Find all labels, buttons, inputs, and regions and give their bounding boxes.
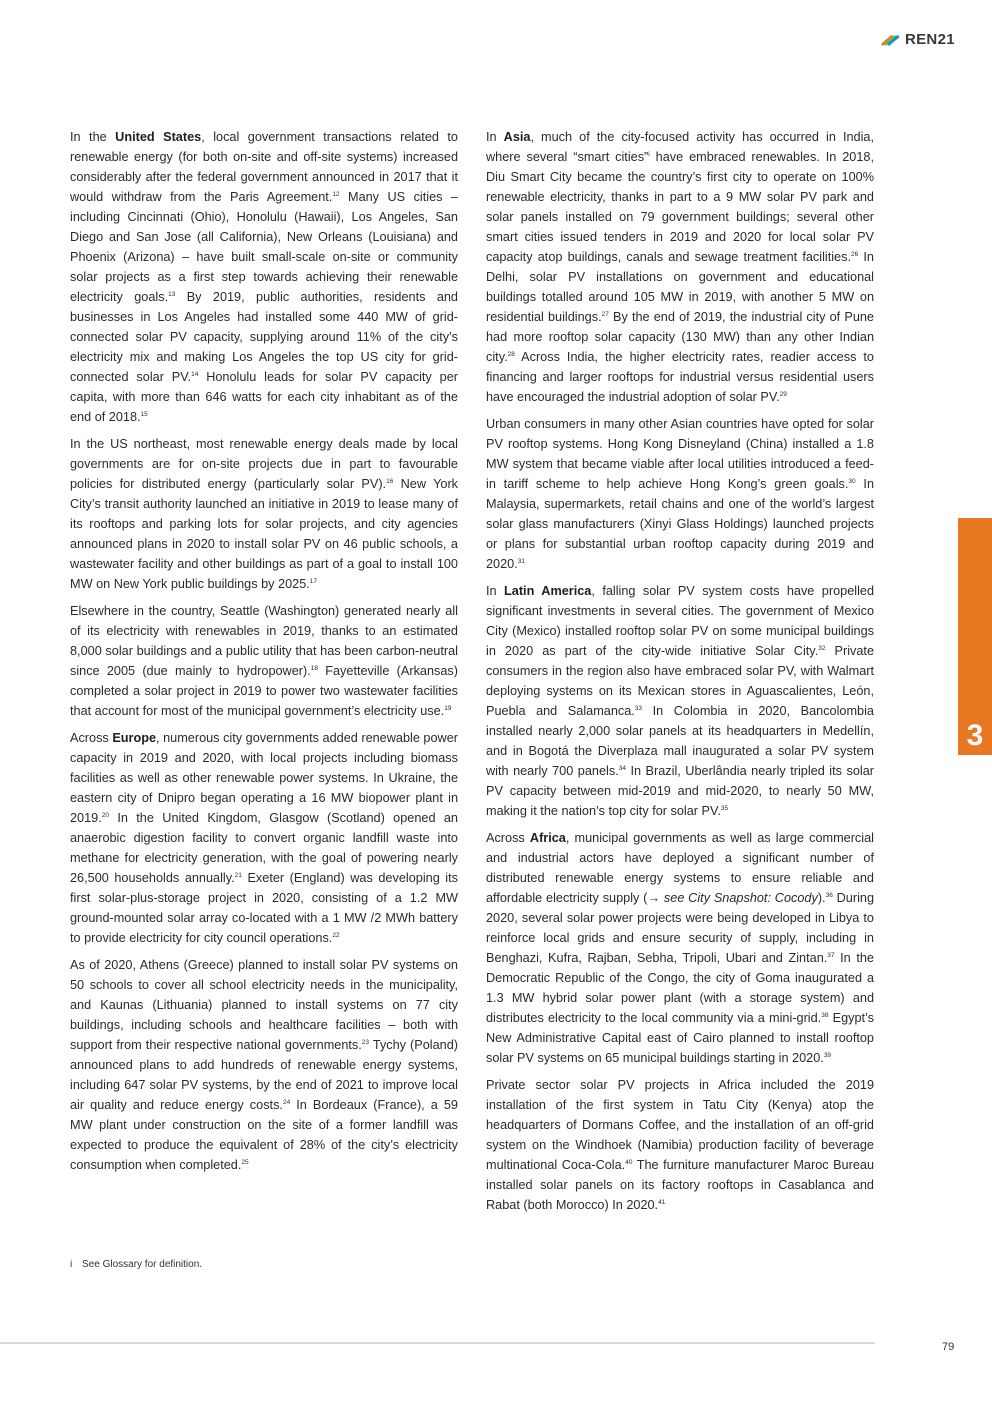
endnote-ref: 24: [282, 1099, 291, 1106]
ren21-logo: [879, 30, 955, 48]
endnote-ref: 27: [601, 311, 609, 318]
endnote-ref: 39: [823, 1052, 832, 1059]
endnote-ref: 20: [101, 812, 109, 819]
paragraph-latin-america: In Latin America, falling solar PV system costs have propelled significant investments in several cities. The government of Mexico City (Mexico) installed rooftop solar PV on some municipal buildings in 2020 as part of the city-wide initiative Solar City.$^{32}$ Private consumers in the region also have embraced solar PV, with Walmart deploying systems on its Mexican stores in Aguascalientes, León, Puebla and Salamanca.$^{33}$ In Colombia in 2020, Bancolombia installed nearly 2,000 solar panels at its headquarters in Medellín, and in Bogotá the Diverplaza mall inaugurated a solar PV system with nearly 700 panels.$^{34}$ In Brazil, Uberlândia nearly tripled its solar PV capacity between mid-2019 and mid-2020, to nearly 50 MW, making it the nation’s top city for solar PV.$^{35}$: [486, 584, 875, 818]
endnote-ref: 38: [821, 1012, 829, 1019]
cross-reference-link[interactable]: → see City Snapshot: Cocody: [647, 891, 818, 905]
paragraph-asia: In Asia, much of the city-focused activity has occurred in India, where several “smart cities”$^i$ have embraced renewables. In 2018, Diu Smart City became the country’s first city to operate on 100% renewable electricity, thanks in part to a 9 MW solar PV park and solar panels installed on 79 government buildings; several other smart cities issued tenders in 2019 and 2020 for local solar PV capacity atop buildings, canals and sewage treatment facilities.$^{26}$ In Delhi, solar PV installations on government and educational buildings totalled around 105 MW in 2019, with another 5 MW on residential buildings.$^{27}$ By the end of 2019, the industrial city of Pune had more rooftop solar capacity (130 MW) than any other Indian city.$^{28}$ Across India, the higher electricity rates, readier access to financing and larger rooftops for industrial versus residential users have encouraged the industrial adoption of solar PV.$^{29}$: [486, 130, 874, 404]
endnote-ref: 13: [168, 291, 176, 298]
endnote-ref: 28: [507, 351, 515, 358]
endnote-ref: 12: [332, 191, 340, 198]
endnote-ref: 18: [310, 665, 318, 672]
endnote-ref: 19: [444, 705, 452, 712]
endnote-ref: 16: [386, 478, 394, 485]
endnote-ref: 23: [361, 1039, 370, 1046]
endnote-ref: 14: [191, 371, 199, 378]
paragraph-private-sector-africa: Private sector solar PV projects in Africa included the 2019 installation of the first system in Tatu City (Kenya) atop the headquarters of Dormans Coffee, and the installation of an off-grid system on the Windhoek (Namibia) production facility of beverage multinational Coca-Cola.$^{40}$ The furniture manufacturer Maroc Bureau installed solar panels on its factory rooftops in Casablanca and Rabat (both Morocco) In 2020.41: [486, 1078, 875, 1212]
paragraph-athens: As of 2020, Athens (Greece) planned to install solar PV systems on 50 schools to cover all school electricity needs in the municipality, and Kaunas (Lithuania) planned to install systems on 77 city buildings, including schools and healthcare facilities – both with support from their respective national governments.$^{23}$ Tychy (Poland) announced plans to add hundreds of renewable energy systems, including 647 solar PV systems, by the end of 2021 to improve local air quality and reduce energy costs.$^{24}$ In Bordeaux (France), a 59 MW plant under construction on the site of a former landfill was expected to produce the equivalent of 28% of the city’s electricity consumption when completed.$^{25}$: [70, 958, 458, 1172]
endnote-ref: 22: [332, 932, 340, 939]
footnote-ref: i: [648, 151, 650, 158]
footer-divider: [0, 1342, 875, 1344]
right-column: [486, 127, 874, 1222]
paragraph-us-northeast: In the US northeast, most renewable energy deals made by local governments are for on-site projects due in part to favourable policies for distributed energy (particularly solar PV).$^{16}$ New York City’s transit authority launched an initiative in 2019 to lease many of its rooftops and parking lots for solar projects, and city agencies announced plans in 2020 to install solar PV on 46 public schools, a wastewater facility and other buildings as part of a goal to install 100 MW on New York public buildings by 2025.17: [70, 437, 459, 591]
endnote-ref: 29: [779, 391, 787, 398]
paragraph-europe: Across Europe, numerous city governments added renewable power capacity in 2019 and 2020, with local projects including biomass facilities as well as other renewable power systems. In Ukraine, the eastern city of Dnipro began operating a 16 MW biopower plant in 2019.20 In the United Kingdom, Glasgow (Scotland) opened an anaerobic digestion facility to convert organic landfill waste into methane for electricity generation, with the goal of powering nearly 26,500 households annually.$^{21}$ Exeter (England) was developing its first solar-plus-storage project in 2020, consisting of a 1.2 MW ground-mounted solar array co-located with a 1 MW /2 MWh battery to provide electricity for city council operations.$^{22}$: [70, 731, 458, 945]
endnote-ref: 33: [634, 705, 643, 712]
region-heading-europe: Europe: [112, 731, 157, 745]
region-heading-asia: Asia: [503, 130, 531, 144]
paragraph-asian-consumers: Urban consumers in many other Asian countries have opted for solar PV rooftop systems. Hong Kong Disneyland (China) installed a 1.8 MW system that became viable after local utilities introduced a feed-in tariff scheme to help achieve Hong Kong’s green goals.$^{30}$ In Malaysia, supermarkets, retail chains and one of the world’s largest solar glass manufacturers (Xinyi Glass Holdings) launched projects or plans for substantial urban rooftop capacity during 2019 and 2020.31: [486, 417, 874, 571]
chapter-number: 3: [966, 719, 984, 752]
chapter-side-tab[interactable]: [958, 518, 992, 755]
left-column: [70, 127, 458, 1182]
logo-text: REN21: [905, 30, 955, 48]
endnote-ref: 37: [827, 952, 835, 959]
endnote-ref: 35: [720, 805, 729, 812]
endnote-ref: 26: [850, 251, 859, 258]
endnote-ref: 25: [241, 1159, 249, 1166]
endnote-ref: 21: [234, 872, 242, 879]
endnote-ref: 34: [618, 765, 626, 772]
paragraph-united-states: In the United States, local government transactions related to renewable energy (for both on-site and off-site systems) increased considerably after the federal government announced in 2017 that it would withdraw from the Paris Agreement.$^{12}$ Many US cities – including Cincinnati (Ohio), Honolulu (Hawaii), Los Angeles, San Diego and San Jose (all California), New Orleans (Louisiana) and Phoenix (Arizona) – have built small-scale on-site or community solar projects as a first step towards achieving their renewable electricity goals.$^{13}$ By 2019, public authorities, residents and businesses in Los Angeles had installed some 440 MW of grid-connected solar PV capacity, supplying around 11% of the city’s electricity mix and making Los Angeles the top US city for grid-connected solar PV.$^{14}$ Honolulu leads for solar PV capacity per capita, with more than 646 watts for each city inhabitant as of the end of 2018.15: [70, 130, 458, 424]
region-heading-united-states: United States: [115, 130, 202, 144]
endnote-ref: 40: [625, 1159, 633, 1166]
endnote-ref: 17: [309, 578, 318, 585]
endnote-ref: 15: [140, 411, 148, 418]
paragraph-africa: Across Africa, municipal governments as well as large commercial and industrial actors have deployed a significant number of distributed renewable energy systems to ensure reliable and affordable electricity supply (→ see City Snapshot: Cocody).$^{36}$ During 2020, several solar power projects were being developed in Libya to reinforce local grids and ensure security of supply, including in Benghazi, Kufra, Rajban, Sebha, Tripoli, Ubari and Zintan.$^{37}$ In the Democratic Republic of the Congo, the city of Goma inaugurated a 1.3 MW hybrid solar power plant (with a storage system) and distributes electricity to the local community via a mini-grid.$^{38}$ Egypt’s New Administrative Capital east of Cairo planned to install rooftop solar PV systems on 65 municipal buildings starting in 2020.39: [486, 831, 874, 1065]
paragraph-seattle: Elsewhere in the country, Seattle (Washington) generated nearly all of its electricity with renewables in 2019, thanks to an estimated 8,000 solar buildings and a public utility that has been carbon-neutral since 2005 (due mainly to hydropower).$^{18}$ Fayetteville (Arkansas) completed a solar project in 2019 to power two wastewater facilities that account for most of the municipal government’s electricity use.$^{19}$: [70, 604, 458, 718]
page-number: 79: [942, 1341, 955, 1353]
region-heading-africa: Africa: [529, 831, 566, 845]
endnote-ref: 41: [658, 1199, 666, 1206]
endnote-ref: 32: [818, 645, 826, 652]
endnote-ref: 31: [517, 558, 525, 565]
footnote-marker: i: [70, 1259, 73, 1270]
ren21-logo-icon: [879, 30, 901, 48]
region-heading-latin-america: Latin America: [504, 584, 592, 598]
footnote-text: See Glossary for definition.: [82, 1259, 203, 1270]
footnote: [70, 1259, 202, 1270]
endnote-ref: 36: [825, 892, 833, 899]
endnote-ref: 30: [848, 478, 856, 485]
